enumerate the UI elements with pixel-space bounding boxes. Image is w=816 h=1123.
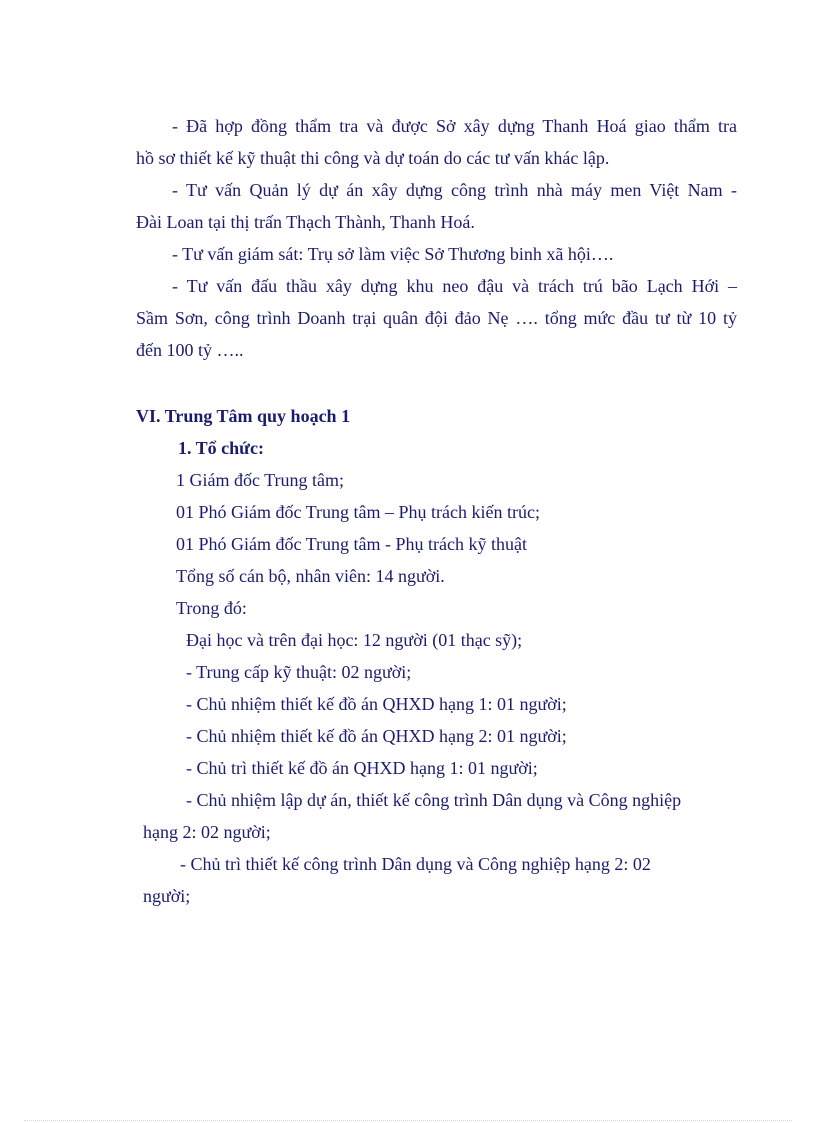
list-item: - Trung cấp kỹ thuật: 02 người; [186, 662, 412, 682]
list-item: Đại học và trên đại học: 12 người (01 thạc sỹ); [186, 630, 523, 650]
para4-line3: đến 100 tỷ ….. [136, 340, 244, 360]
list-item: - Chủ trì thiết kế đồ án QHXD hạng 1: 01 người; [186, 758, 538, 778]
page-bottom-divider [24, 1120, 792, 1121]
para1-line1: - Đã hợp đồng thẩm tra và được Sở xây dựng Thanh Hoá giao thẩm tra [172, 116, 737, 136]
list-item: - Chủ nhiệm lập dự án, thiết kế công trình Dân dụng và Công nghiệp [186, 790, 682, 810]
list-item: Tổng số cán bộ, nhân viên: 14 người. [176, 566, 445, 586]
section-heading: VI. Trung Tâm quy hoạch 1 [136, 406, 351, 426]
section-subheading: 1. Tổ chức: [178, 438, 264, 458]
list-item: - Chủ nhiệm thiết kế đồ án QHXD hạng 2: 01 người; [186, 726, 567, 746]
para3-line1: - Tư vấn giám sát: Trụ sở làm việc Sở Thương binh xã hội…. [172, 244, 614, 264]
list-item: 01 Phó Giám đốc Trung tâm - Phụ trách kỹ thuật [176, 534, 527, 554]
para4-line1: - Tư vấn đấu thầu xây dựng khu neo đậu và trách trú bão Lạch Hới – [172, 276, 737, 296]
para2-line1: - Tư vấn Quản lý dự án xây dựng công trình nhà máy men Việt Nam - [172, 180, 737, 200]
para2-line2: Đài Loan tại thị trấn Thạch Thành, Thanh Hoá. [136, 212, 475, 232]
list-item: hạng 2: 02 người; [143, 822, 271, 842]
list-item: người; [143, 886, 191, 906]
list-item: Trong đó: [176, 598, 247, 618]
list-item: 1 Giám đốc Trung tâm; [176, 470, 345, 490]
list-item: 01 Phó Giám đốc Trung tâm – Phụ trách kiến trúc; [176, 502, 540, 522]
para4-line2: Sầm Sơn, công trình Doanh trại quân đội đảo Nẹ …. tổng mức đầu tư từ 10 tỷ [136, 308, 737, 328]
list-item: - Chủ nhiệm thiết kế đồ án QHXD hạng 1: 01 người; [186, 694, 567, 714]
list-item: - Chủ trì thiết kế công trình Dân dụng và Công nghiệp hạng 2: 02 [180, 854, 651, 874]
para1-line2: hồ sơ thiết kế kỹ thuật thi công và dự toán do các tư vấn khác lập. [136, 148, 610, 168]
